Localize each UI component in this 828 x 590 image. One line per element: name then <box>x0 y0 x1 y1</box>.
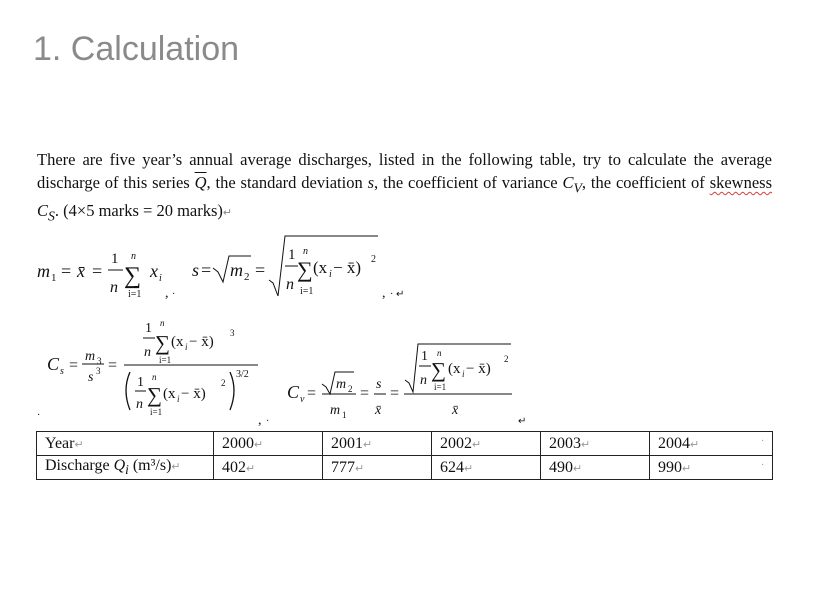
q-bar-symbol: $\overline{Q}$ <box>194 173 207 192</box>
svg-text:2: 2 <box>221 378 226 388</box>
svg-text:·: · <box>37 410 41 421</box>
problem-text-2: , the standard deviation <box>206 173 368 192</box>
svg-text:↵: ↵ <box>396 289 405 300</box>
svg-text:=: = <box>201 260 212 280</box>
svg-text:n: n <box>303 246 308 257</box>
svg-text:i: i <box>159 273 162 284</box>
svg-text:2: 2 <box>348 384 353 394</box>
svg-text:i=1: i=1 <box>128 289 142 300</box>
svg-text:=: = <box>360 385 370 402</box>
svg-text:i: i <box>177 394 180 404</box>
svg-text:·: · <box>390 289 394 300</box>
svg-text:− x̄): − x̄) <box>466 361 491 377</box>
discharge-table <box>36 431 773 480</box>
svg-text:2: 2 <box>504 354 509 364</box>
svg-text:x̄: x̄ <box>77 261 85 281</box>
svg-text:− x̄): − x̄) <box>333 258 361 277</box>
svg-text:3: 3 <box>230 328 235 338</box>
svg-text:=: = <box>69 357 79 374</box>
svg-text:m: m <box>85 349 96 364</box>
svg-text:s: s <box>192 260 200 280</box>
svg-text:n: n <box>286 276 294 293</box>
svg-text:x̄: x̄ <box>375 403 382 418</box>
header-cell-year: Year↵ <box>37 432 214 456</box>
svg-text:n: n <box>131 251 136 262</box>
svg-text:− x̄): − x̄) <box>189 334 214 350</box>
svg-text:C: C <box>287 382 300 402</box>
svg-text:n: n <box>152 372 157 382</box>
svg-text:1: 1 <box>111 251 119 267</box>
svg-text:v: v <box>300 394 305 405</box>
svg-text:∑: ∑ <box>124 263 142 289</box>
svg-text:,: , <box>258 413 262 428</box>
svg-text:i: i <box>462 369 465 379</box>
svg-text:s: s <box>88 370 94 385</box>
cs-symbol: $C_S$ <box>37 201 55 224</box>
svg-text:x: x <box>150 261 158 281</box>
svg-text:,: , <box>165 286 169 301</box>
svg-text:∑: ∑ <box>297 257 313 282</box>
mean-formula <box>37 251 175 301</box>
svg-text:m: m <box>230 260 243 280</box>
svg-text:∑: ∑ <box>431 358 446 382</box>
svg-text:1: 1 <box>51 272 57 284</box>
svg-text:=: = <box>390 385 400 402</box>
svg-text:3: 3 <box>97 356 102 366</box>
svg-text:2: 2 <box>371 254 376 265</box>
s-symbol: s <box>367 173 374 192</box>
svg-text:∑: ∑ <box>147 383 162 407</box>
year-cell: 2000↵ <box>214 432 323 456</box>
cs-formula <box>37 318 269 428</box>
svg-text:↵: ↵ <box>518 416 527 427</box>
discharge-cell: 990↵ <box>650 456 773 480</box>
page-heading: 1. Calculation <box>33 30 240 68</box>
svg-text:=: = <box>255 260 266 280</box>
svg-text:i=1: i=1 <box>150 407 163 417</box>
problem-text-4: , the coefficient of <box>581 173 710 192</box>
year-cell: 2002↵ <box>432 432 541 456</box>
svg-text:m: m <box>37 261 50 281</box>
svg-text:=: = <box>61 261 72 281</box>
svg-text:=: = <box>108 357 118 374</box>
svg-text:i=1: i=1 <box>300 286 314 297</box>
problem-text-5: . (4×5 marks = 20 marks) <box>54 201 223 221</box>
table-data-row <box>37 456 773 480</box>
discharge-cell: 402↵ <box>214 456 323 480</box>
svg-text:n: n <box>437 348 442 358</box>
svg-text:3: 3 <box>96 366 101 376</box>
year-cell: 2003↵ <box>541 432 650 456</box>
svg-text:1: 1 <box>137 375 144 390</box>
svg-text:n: n <box>136 397 143 412</box>
problem-text-3: , the coefficient of variance <box>374 173 563 192</box>
svg-text:·: · <box>266 416 270 427</box>
svg-text:(x: (x <box>448 361 461 377</box>
svg-text:·: · <box>172 289 176 300</box>
svg-text:2: 2 <box>244 271 250 283</box>
skewness-word: skewness <box>709 173 773 192</box>
svg-text:C: C <box>47 354 60 374</box>
svg-text:i=1: i=1 <box>159 355 172 365</box>
problem-text-1: There are five year’s annual average discharges, listed in the following table, try to calculate the average discharge of this series <box>37 150 772 192</box>
svg-text:,: , <box>382 286 386 301</box>
problem-statement: There are five year’s annual average discharges, listed in the following table, try to calculate the average discharge of this series $\overline{Q}$, the standard deviation s, the coefficient of variance $C_V$, the coefficient of skewness $C_S$. (4×5 marks = 20 marks)↵ <box>37 150 773 224</box>
svg-text:1: 1 <box>421 349 428 364</box>
svg-text:x̄: x̄ <box>452 403 459 418</box>
svg-text:1: 1 <box>342 410 347 420</box>
svg-text:(x: (x <box>171 334 184 350</box>
svg-text:1: 1 <box>145 321 152 336</box>
svg-text:i: i <box>185 342 188 352</box>
svg-text:− x̄): − x̄) <box>181 386 206 402</box>
discharge-cell: 777↵ <box>323 456 432 480</box>
svg-text:(x: (x <box>163 386 176 402</box>
svg-text:i=1: i=1 <box>434 382 447 392</box>
svg-text:m: m <box>330 403 341 418</box>
svg-text:1: 1 <box>288 247 296 263</box>
discharge-cell: 624↵ <box>432 456 541 480</box>
svg-text:∑: ∑ <box>155 331 170 355</box>
svg-text:=: = <box>307 385 317 402</box>
svg-text:3/2: 3/2 <box>236 369 249 380</box>
svg-text:n: n <box>144 345 151 360</box>
cv-symbol: $C_V$ <box>562 173 582 196</box>
svg-text:n: n <box>110 279 118 296</box>
svg-text:n: n <box>420 373 427 388</box>
svg-text:n: n <box>160 318 165 328</box>
std-formula <box>192 236 404 301</box>
row-label-discharge: Discharge $Q_i$ (m³/s)↵ <box>37 456 214 480</box>
svg-text:=: = <box>92 261 103 281</box>
svg-text:m: m <box>336 377 347 392</box>
svg-text:i: i <box>329 269 332 280</box>
discharge-cell: 490↵ <box>541 456 650 480</box>
svg-text:s: s <box>376 377 382 392</box>
svg-text:(x: (x <box>313 258 328 277</box>
cv-formula <box>287 344 526 427</box>
table-header-row <box>37 432 773 456</box>
year-cell: 2004↵ <box>650 432 773 456</box>
svg-text:s: s <box>60 366 64 377</box>
year-cell: 2001↵ <box>323 432 432 456</box>
